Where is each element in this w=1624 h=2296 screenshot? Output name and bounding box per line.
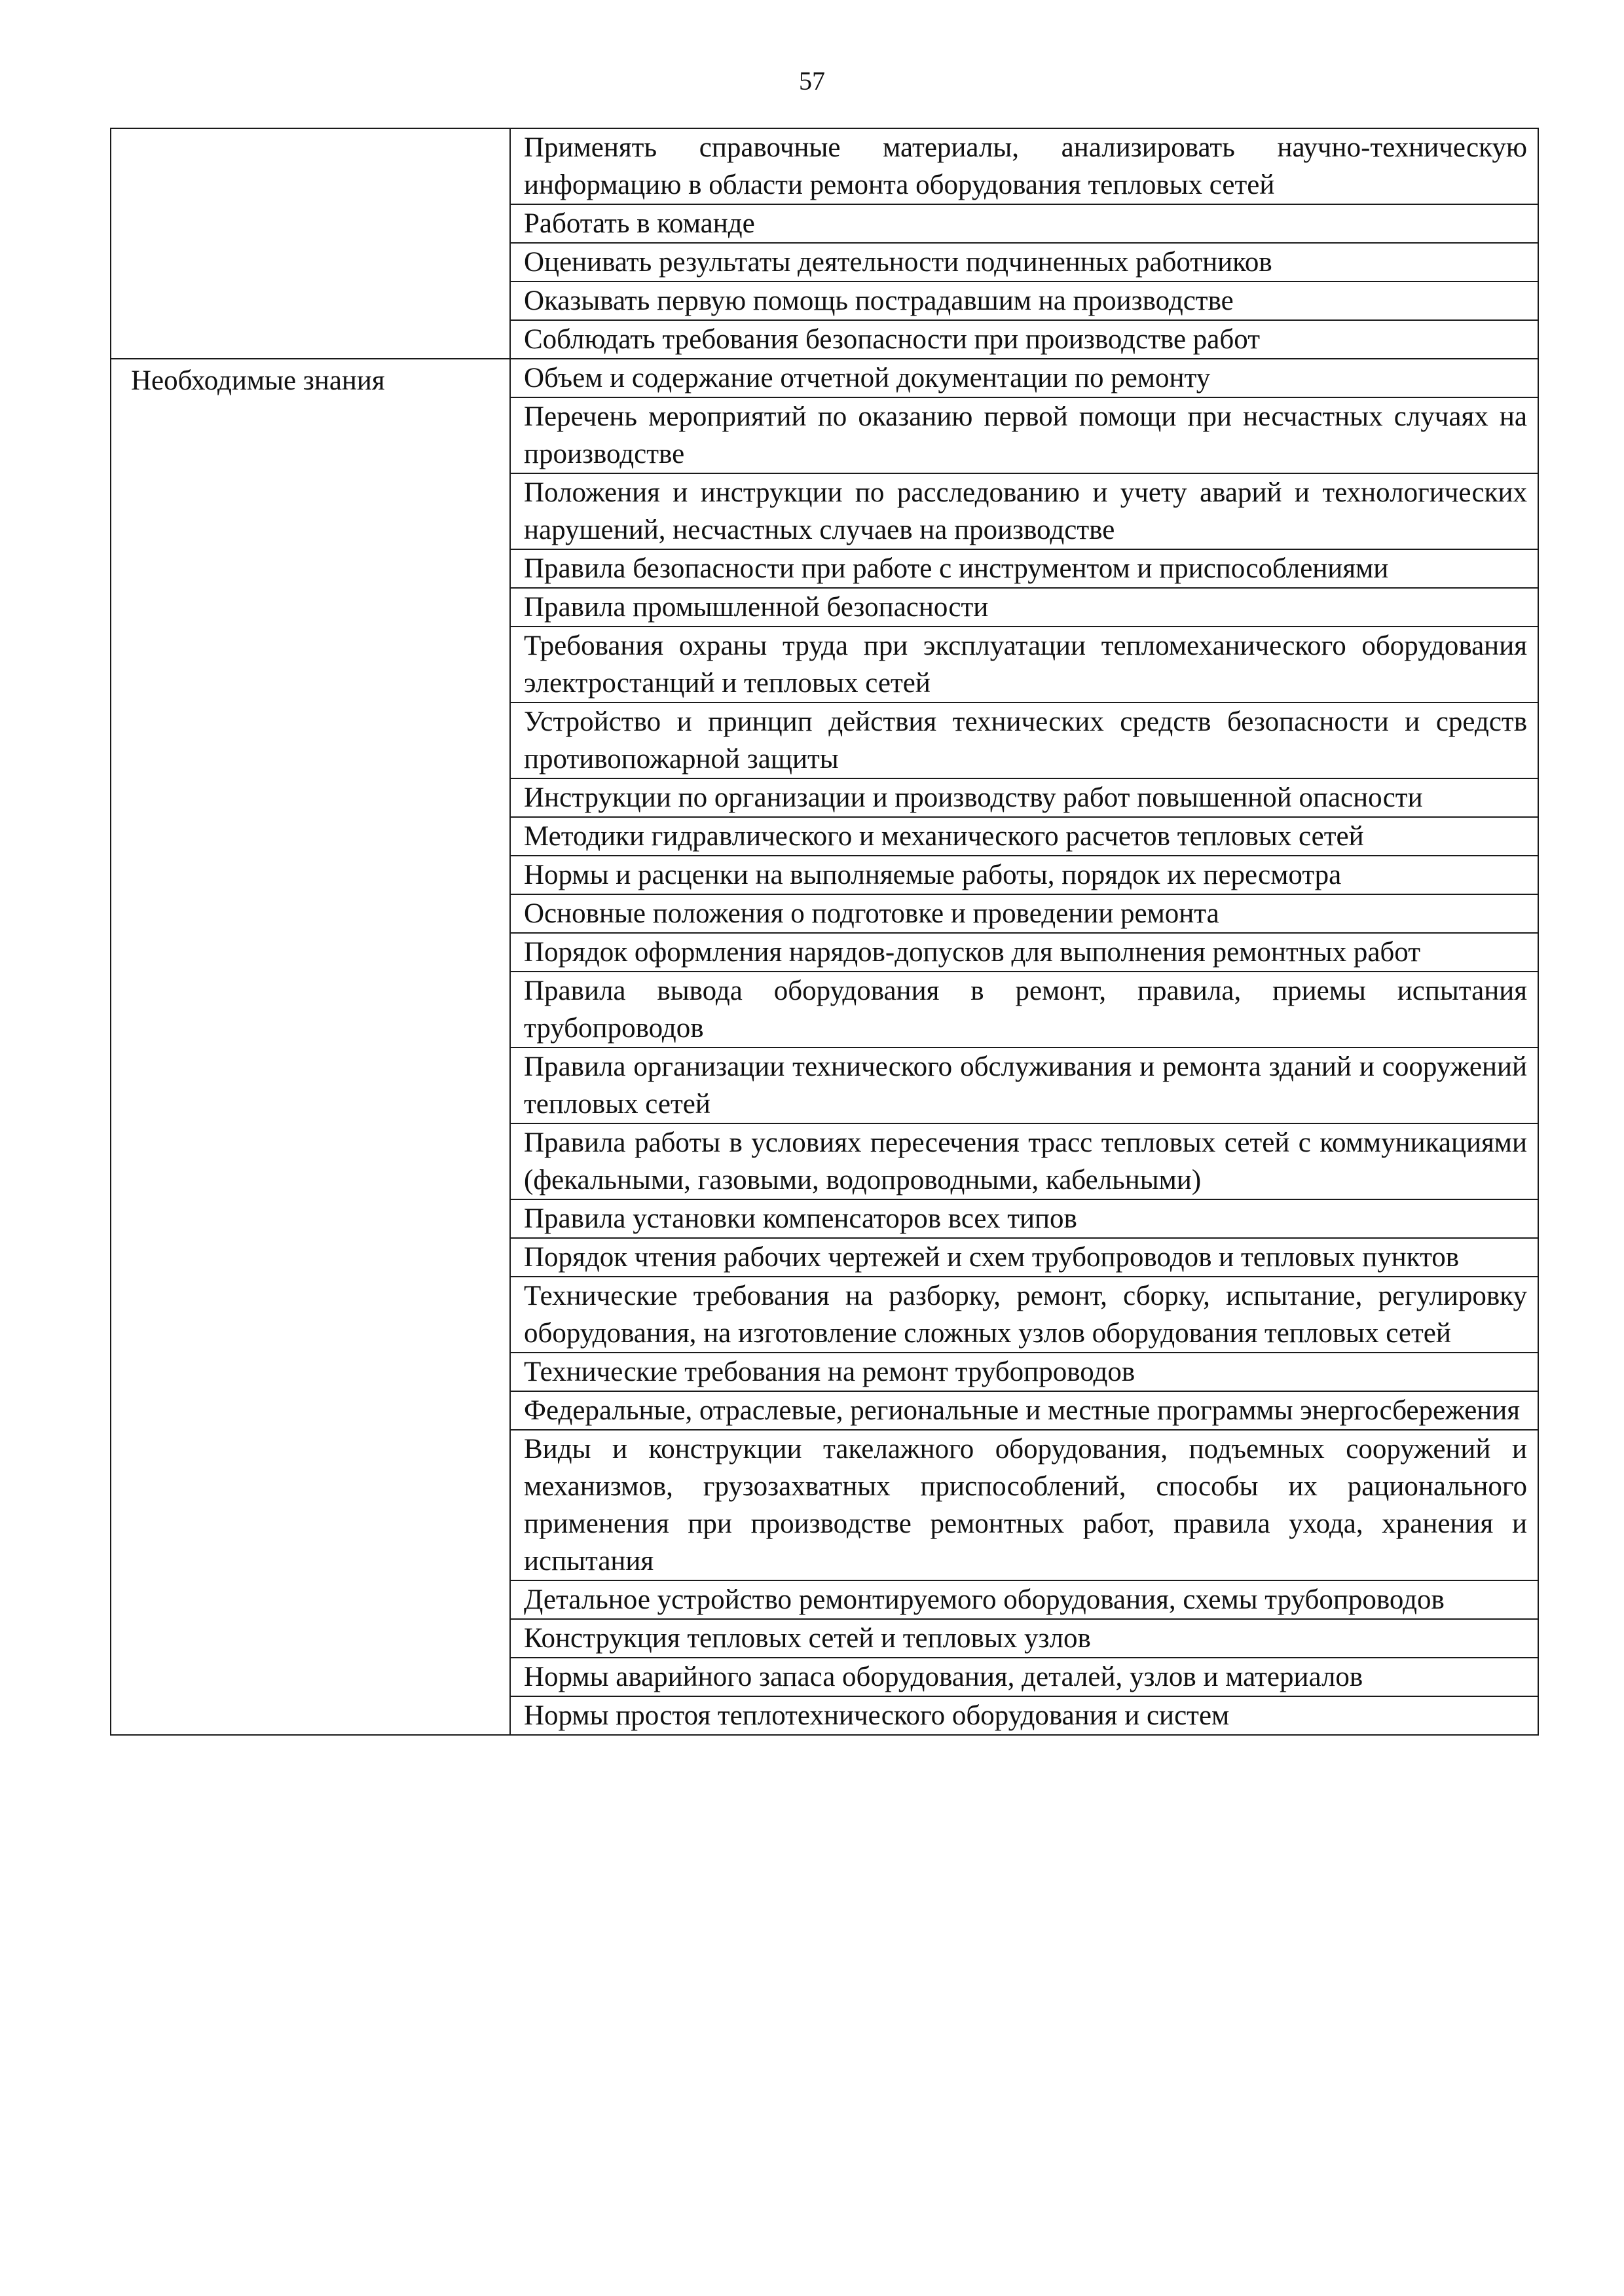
knowledge-item: Правила вывода оборудования в ремонт, правила, приемы испытания трубопроводов: [510, 972, 1538, 1048]
table-row: [111, 359, 1538, 397]
knowledge-item: Детальное устройство ремонтируемого оборудования, схемы трубопроводов: [510, 1580, 1538, 1619]
knowledge-item: Правила работы в условиях пересечения трасс тепловых сетей с коммуникациями (фекальными, газовыми, водопроводными, кабельными): [510, 1123, 1538, 1199]
skill-item: Оценивать результаты деятельности подчиненных работников: [510, 243, 1538, 282]
knowledge-item: Технические требования на разборку, ремонт, сборку, испытание, регулировку оборудования, на изготовление сложных узлов оборудования тепловых сетей: [510, 1277, 1538, 1353]
knowledge-item: Федеральные, отраслевые, региональные и местные программы энергосбережения: [510, 1391, 1538, 1430]
skill-item: Применять справочные материалы, анализировать научно-техническую информацию в области ремонта оборудования тепловых сетей: [510, 128, 1538, 204]
knowledge-item: Требования охраны труда при эксплуатации тепломеханического оборудования электростанций и тепловых сетей: [510, 627, 1538, 702]
knowledge-item: Правила организации технического обслуживания и ремонта зданий и сооружений тепловых сетей: [510, 1048, 1538, 1123]
knowledge-item: Порядок оформления нарядов-допусков для выполнения ремонтных работ: [510, 933, 1538, 972]
empty-label-cell: [111, 128, 510, 359]
knowledge-item: Нормы простоя теплотехнического оборудования и систем: [510, 1696, 1538, 1735]
knowledge-item: Правила безопасности при работе с инструментом и приспособлениями: [510, 549, 1538, 588]
page-number: 57: [799, 66, 825, 96]
skill-item: Оказывать первую помощь пострадавшим на производстве: [510, 282, 1538, 320]
knowledge-item: Технические требования на ремонт трубопроводов: [510, 1353, 1538, 1391]
knowledge-item: Основные положения о подготовке и проведении ремонта: [510, 894, 1538, 933]
knowledge-item: Методики гидравлического и механического расчетов тепловых сетей: [510, 817, 1538, 856]
knowledge-item: Перечень мероприятий по оказанию первой помощи при несчастных случаях на производстве: [510, 397, 1538, 473]
knowledge-item: Конструкция тепловых сетей и тепловых узлов: [510, 1619, 1538, 1658]
knowledge-item: Устройство и принцип действия технических средств безопасности и средств противопожарной защиты: [510, 702, 1538, 778]
knowledge-item: Правила промышленной безопасности: [510, 588, 1538, 627]
knowledge-item: Объем и содержание отчетной документации по ремонту: [510, 359, 1538, 397]
skill-item: Работать в команде: [510, 204, 1538, 243]
knowledge-item: Положения и инструкции по расследованию и учету аварий и технологических нарушений, несчастных случаев на производстве: [510, 473, 1538, 549]
knowledge-label: Необходимые знания: [111, 359, 510, 1735]
knowledge-item: Нормы аварийного запаса оборудования, деталей, узлов и материалов: [510, 1658, 1538, 1696]
knowledge-item: Правила установки компенсаторов всех типов: [510, 1199, 1538, 1238]
knowledge-item: Нормы и расценки на выполняемые работы, порядок их пересмотра: [510, 856, 1538, 894]
knowledge-item: Виды и конструкции такелажного оборудования, подъемных сооружений и механизмов, грузозахватных приспособлений, способы их рационального применения при производстве ремонтных работ, правила ухода, хранения и испытания: [510, 1430, 1538, 1580]
knowledge-item: Порядок чтения рабочих чертежей и схем трубопроводов и тепловых пунктов: [510, 1238, 1538, 1277]
knowledge-item: Инструкции по организации и производству работ повышенной опасности: [510, 778, 1538, 817]
skill-item: Соблюдать требования безопасности при производстве работ: [510, 320, 1538, 359]
table-row: [111, 128, 1538, 204]
requirements-table: [110, 128, 1539, 1736]
